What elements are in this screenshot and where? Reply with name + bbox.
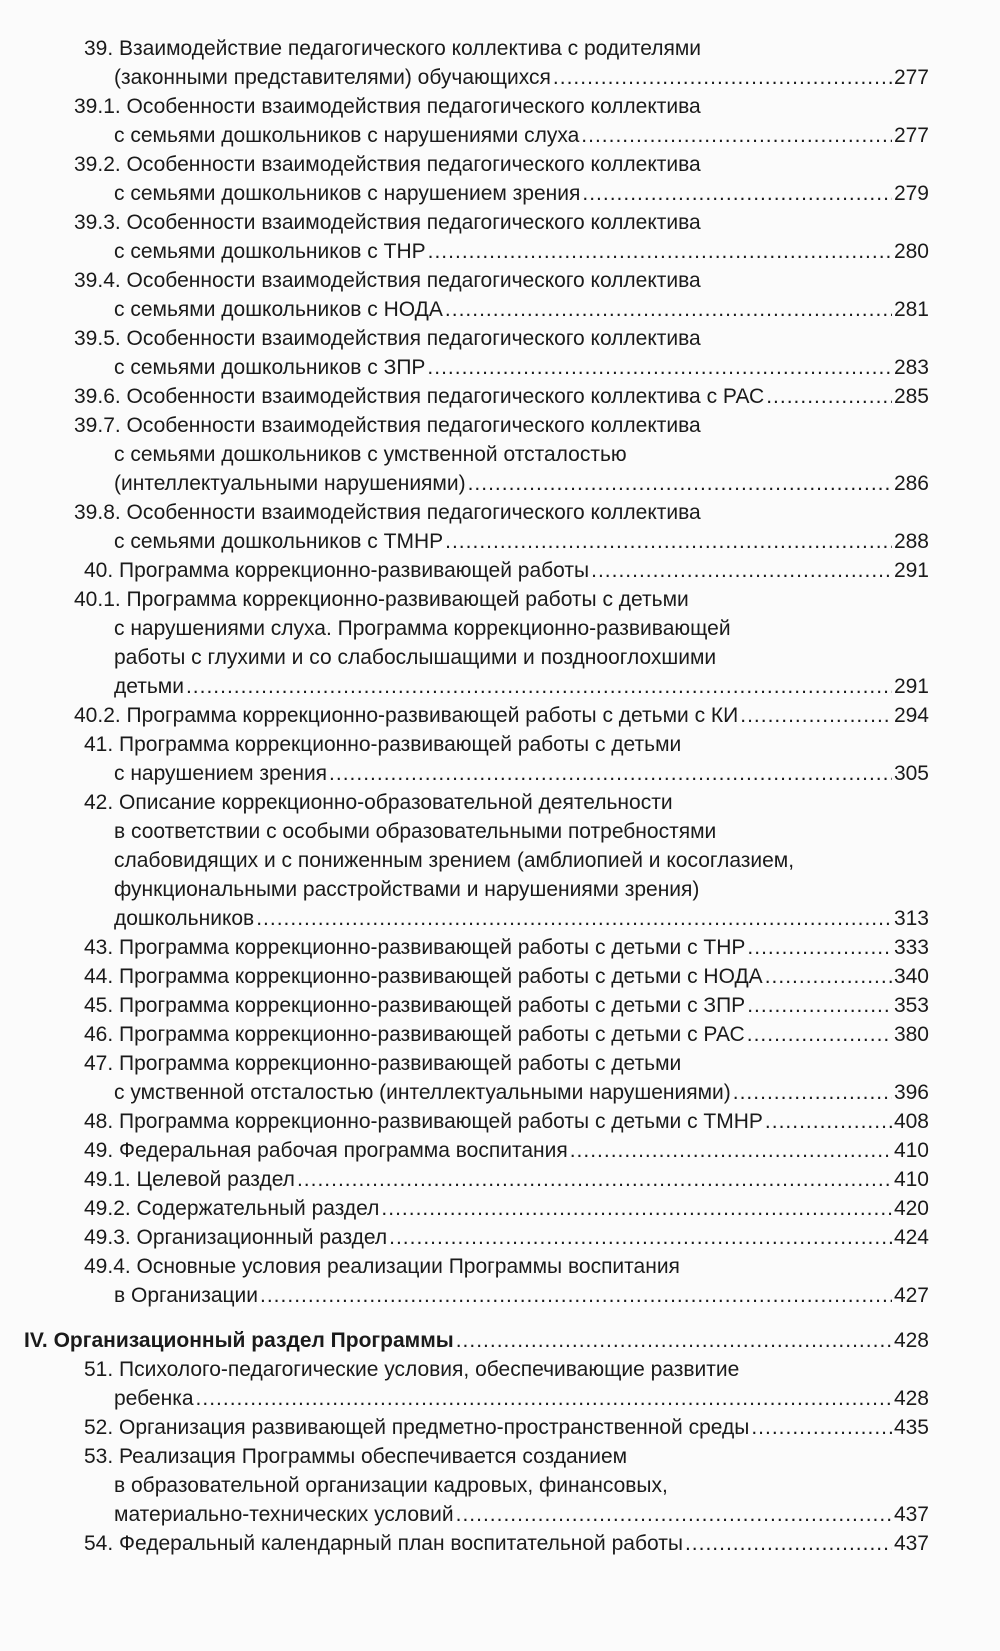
dot-leader	[445, 527, 892, 556]
dot-leader	[456, 1500, 892, 1529]
dot-leader	[751, 1413, 892, 1442]
toc-entry-last-line	[24, 179, 929, 208]
dot-leader	[591, 556, 892, 585]
toc-entry-line	[24, 1471, 954, 1500]
toc-entry-last-line	[24, 1413, 929, 1442]
toc-entry-title: 39.2. Особенности взаимодействия педагогического коллектива	[74, 153, 701, 176]
toc-entry-title: в соответствии с особыми образовательными потребностями	[114, 820, 717, 843]
toc-entry-last-line	[24, 382, 929, 411]
dot-leader	[256, 904, 892, 933]
toc-entry-title: 39.8. Особенности взаимодействия педагогического коллектива	[74, 501, 701, 524]
toc-entry[interactable]	[24, 382, 954, 411]
dot-leader	[427, 353, 892, 382]
toc-entry-title: IV. Организационный раздел Программы	[24, 1329, 454, 1352]
toc-entry-title: 39.6. Особенности взаимодействия педагогического коллектива с РАС	[74, 385, 765, 408]
page-number: 291	[893, 559, 929, 582]
page-number: 408	[893, 1110, 929, 1133]
toc-entry-last-line	[24, 353, 929, 382]
toc-entry-title: 51. Психолого-педагогические условия, обеспечивающие развитие	[84, 1358, 740, 1381]
toc-entry[interactable]	[24, 1136, 954, 1165]
dot-leader	[260, 1281, 892, 1310]
toc-entry-title: с нарушениями слуха. Программа коррекционно-развивающей	[114, 617, 731, 640]
page-number: 280	[893, 240, 929, 263]
toc-entry-line	[24, 643, 954, 672]
page-number: 283	[893, 356, 929, 379]
toc-entry-last-line	[24, 1223, 929, 1252]
toc-entry-last-line	[24, 1107, 929, 1136]
page-number: 281	[893, 298, 929, 321]
toc-entry-title: 42. Описание коррекционно-образовательной деятельности	[84, 791, 673, 814]
toc-entry-title: 47. Программа коррекционно-развивающей работы с детьми	[84, 1052, 682, 1075]
dot-leader	[468, 469, 892, 498]
toc-entry-line	[24, 1049, 954, 1078]
toc-entry-line	[24, 411, 954, 440]
toc-entry-line	[24, 92, 954, 121]
toc-entry-last-line	[24, 1281, 929, 1310]
toc-entry-last-line	[24, 1078, 929, 1107]
toc-entry-last-line	[24, 295, 929, 324]
toc-entry-line	[24, 817, 954, 846]
toc-entry-title: с умственной отсталостью (интеллектуальными нарушениями)	[114, 1081, 731, 1104]
toc-entry-last-line	[24, 701, 929, 730]
toc-entry[interactable]	[24, 34, 954, 92]
toc-part-heading[interactable]	[24, 1326, 954, 1355]
toc-entry[interactable]	[24, 585, 954, 701]
toc-entry-line	[24, 34, 954, 63]
toc-entry[interactable]	[24, 556, 954, 585]
toc-entry-line	[24, 324, 954, 353]
page-number: 420	[893, 1197, 929, 1220]
toc-entry-title: материально-технических условий	[114, 1503, 454, 1526]
dot-leader	[765, 1107, 892, 1136]
toc-entry-title: 41. Программа коррекционно-развивающей работы с детьми	[84, 733, 682, 756]
toc-entry-line	[24, 875, 954, 904]
toc-entry-title: 43. Программа коррекционно-развивающей работы с детьми с ТНР	[84, 936, 746, 959]
dot-leader	[445, 295, 892, 324]
toc-entry-line	[24, 1252, 954, 1281]
page-number: 340	[893, 965, 929, 988]
toc-entry-title: в образовательной организации кадровых, финансовых,	[114, 1474, 668, 1497]
toc-entry[interactable]	[24, 962, 954, 991]
page-number: 437	[893, 1532, 929, 1555]
dot-leader	[747, 1020, 892, 1049]
table-of-contents	[24, 34, 954, 1558]
toc-entry-last-line	[24, 1326, 929, 1355]
dot-leader	[581, 121, 892, 150]
dot-leader	[733, 1078, 892, 1107]
toc-entry-last-line	[24, 527, 929, 556]
page-number: 428	[893, 1329, 929, 1352]
toc-entry[interactable]	[24, 150, 954, 208]
toc-entry-title: 49. Федеральная рабочая программа воспитания	[84, 1139, 568, 1162]
toc-entry-title: 53. Реализация Программы обеспечивается созданием	[84, 1445, 628, 1468]
dot-leader	[553, 63, 892, 92]
page-number: 380	[893, 1023, 929, 1046]
page-number: 285	[893, 385, 929, 408]
toc-entry-last-line	[24, 1529, 929, 1558]
toc-entry-title: 49.1. Целевой раздел	[84, 1168, 295, 1191]
dot-leader	[297, 1165, 892, 1194]
toc-entry-last-line	[24, 556, 929, 585]
toc-entry-last-line	[24, 121, 929, 150]
toc-entry-last-line	[24, 904, 929, 933]
toc-entry-last-line	[24, 1500, 929, 1529]
toc-entry-title: 40.1. Программа коррекционно-развивающей работы с детьми	[74, 588, 689, 611]
toc-entry-title: детьми	[114, 675, 184, 698]
toc-entry-line	[24, 846, 954, 875]
toc-entry[interactable]	[24, 498, 954, 556]
toc-entry-last-line	[24, 1165, 929, 1194]
toc-entry[interactable]	[24, 92, 954, 150]
page-number: 424	[893, 1226, 929, 1249]
dot-leader	[685, 1529, 892, 1558]
page-number: 291	[893, 675, 929, 698]
toc-entry-last-line	[24, 759, 929, 788]
toc-entry-line	[24, 614, 954, 643]
toc-entry-title: в Организации	[114, 1284, 259, 1307]
toc-entry-title: с семьями дошкольников с нарушением зрения	[114, 182, 581, 205]
toc-entry-title: с семьями дошкольников с ТМНР	[114, 530, 444, 553]
toc-entry-line	[24, 1442, 954, 1471]
page-number: 313	[893, 907, 929, 930]
toc-entry-title: с нарушением зрения	[114, 762, 328, 785]
toc-entry[interactable]	[24, 1355, 954, 1413]
dot-leader	[196, 1384, 892, 1413]
toc-entry-title: функциональными расстройствами и нарушениями зрения)	[114, 878, 700, 901]
toc-entry-title: с семьями дошкольников с умственной отсталостью	[114, 443, 627, 466]
toc-entry-title: с семьями дошкольников с НОДА	[114, 298, 443, 321]
toc-entry-title: дошкольников	[114, 907, 255, 930]
toc-entry[interactable]	[24, 411, 954, 498]
toc-entry-title: 39.3. Особенности взаимодействия педагогического коллектива	[74, 211, 701, 234]
page-number: 333	[893, 936, 929, 959]
toc-entry[interactable]	[24, 1413, 954, 1442]
toc-entry-title: слабовидящих и с пониженным зрением (амблиопией и косоглазием,	[114, 849, 795, 872]
page-number: 305	[893, 762, 929, 785]
dot-leader	[428, 237, 892, 266]
toc-entry-title: 49.4. Основные условия реализации Программы воспитания	[84, 1255, 680, 1278]
toc-entry-line	[24, 266, 954, 295]
toc-entry[interactable]	[24, 991, 954, 1020]
toc-entry-title: 39.7. Особенности взаимодействия педагогического коллектива	[74, 414, 701, 437]
dot-leader	[747, 991, 892, 1020]
toc-entry-title: 40.2. Программа коррекционно-развивающей работы с детьми с КИ	[74, 704, 739, 727]
toc-entry-last-line	[24, 63, 929, 92]
toc-entry-title: 39.1. Особенности взаимодействия педагогического коллектива	[74, 95, 701, 118]
toc-entry-line	[24, 440, 954, 469]
toc-entry-title: 45. Программа коррекционно-развивающей работы с детьми с ЗПР	[84, 994, 746, 1017]
toc-entry[interactable]	[24, 324, 954, 382]
page-number: 410	[893, 1168, 929, 1191]
toc-entry[interactable]	[24, 730, 954, 788]
dot-leader	[570, 1136, 892, 1165]
toc-entry-last-line	[24, 1136, 929, 1165]
toc-entry-title: 44. Программа коррекционно-развивающей работы с детьми с НОДА	[84, 965, 763, 988]
dot-leader	[456, 1326, 892, 1355]
section-gap	[24, 1310, 954, 1326]
toc-entry-title: 52. Организация развивающей предметно-пространственной среды	[84, 1416, 750, 1439]
dot-leader	[740, 701, 892, 730]
page-number: 288	[893, 530, 929, 553]
toc-entry-title: 49.3. Организационный раздел	[84, 1226, 388, 1249]
toc-entry-title: работы с глухими и со слабослышащими и позднооглохшими	[114, 646, 717, 669]
toc-entry[interactable]	[24, 1529, 954, 1558]
page-number: 286	[893, 472, 929, 495]
page-number: 428	[893, 1387, 929, 1410]
page-number: 277	[893, 66, 929, 89]
toc-entry[interactable]	[24, 1165, 954, 1194]
toc-entry[interactable]	[24, 208, 954, 266]
toc-entry-title: 48. Программа коррекционно-развивающей работы с детьми с ТМНР	[84, 1110, 763, 1133]
page-number: 294	[893, 704, 929, 727]
toc-entry-last-line	[24, 933, 929, 962]
toc-entry[interactable]	[24, 788, 954, 933]
toc-entry-title: (интеллектуальными нарушениями)	[114, 472, 466, 495]
toc-entry[interactable]	[24, 266, 954, 324]
page-number: 353	[893, 994, 929, 1017]
dot-leader	[186, 672, 892, 701]
toc-entry-line	[24, 730, 954, 759]
page-number: 435	[893, 1416, 929, 1439]
toc-entry-line	[24, 208, 954, 237]
page-number: 437	[893, 1503, 929, 1526]
toc-entry[interactable]	[24, 1223, 954, 1252]
toc-entry-last-line	[24, 672, 929, 701]
dot-leader	[765, 962, 892, 991]
toc-entry-title: 40. Программа коррекционно-развивающей работы	[84, 559, 590, 582]
toc-entry-title: 46. Программа коррекционно-развивающей работы с детьми с РАС	[84, 1023, 745, 1046]
toc-entry[interactable]	[24, 701, 954, 730]
toc-entry[interactable]	[24, 1442, 954, 1529]
toc-entry-line	[24, 150, 954, 179]
toc-entry-title: 39.5. Особенности взаимодействия педагогического коллектива	[74, 327, 701, 350]
toc-entry-title: с семьями дошкольников с нарушениями слуха	[114, 124, 580, 147]
page-number: 410	[893, 1139, 929, 1162]
toc-entry-line	[24, 585, 954, 614]
toc-entry-last-line	[24, 237, 929, 266]
toc-entry[interactable]	[24, 1020, 954, 1049]
toc-entry[interactable]	[24, 1107, 954, 1136]
toc-entry-title: с семьями дошкольников с ЗПР	[114, 356, 426, 379]
toc-entry-last-line	[24, 1384, 929, 1413]
toc-entry-line	[24, 1355, 954, 1384]
toc-entry-line	[24, 498, 954, 527]
toc-entry[interactable]	[24, 933, 954, 962]
dot-leader	[766, 382, 892, 411]
page-number: 427	[893, 1284, 929, 1307]
toc-entry[interactable]	[24, 1252, 954, 1310]
page-number: 277	[893, 124, 929, 147]
toc-entry-title: 54. Федеральный календарный план воспитательной работы	[84, 1532, 683, 1555]
toc-entry-last-line	[24, 1194, 929, 1223]
toc-entry-title: 39.4. Особенности взаимодействия педагогического коллектива	[74, 269, 701, 292]
page-number: 396	[893, 1081, 929, 1104]
toc-entry-title: (законными представителями) обучающихся	[114, 66, 551, 89]
page-number: 279	[893, 182, 929, 205]
toc-entry-title: с семьями дошкольников с ТНР	[114, 240, 426, 263]
toc-entry-line	[24, 788, 954, 817]
toc-entry-last-line	[24, 991, 929, 1020]
dot-leader	[389, 1223, 892, 1252]
toc-entry[interactable]	[24, 1194, 954, 1223]
toc-entry-last-line	[24, 962, 929, 991]
dot-leader	[381, 1194, 892, 1223]
toc-entry-title: ребенка	[114, 1387, 194, 1410]
toc-entry[interactable]	[24, 1049, 954, 1107]
dot-leader	[747, 933, 892, 962]
dot-leader	[329, 759, 892, 788]
dot-leader	[582, 179, 892, 208]
toc-entry-title: 49.2. Содержательный раздел	[84, 1197, 380, 1220]
toc-entry-title: 39. Взаимодействие педагогического коллектива с родителями	[84, 37, 702, 60]
toc-entry-last-line	[24, 469, 929, 498]
toc-entry-last-line	[24, 1020, 929, 1049]
